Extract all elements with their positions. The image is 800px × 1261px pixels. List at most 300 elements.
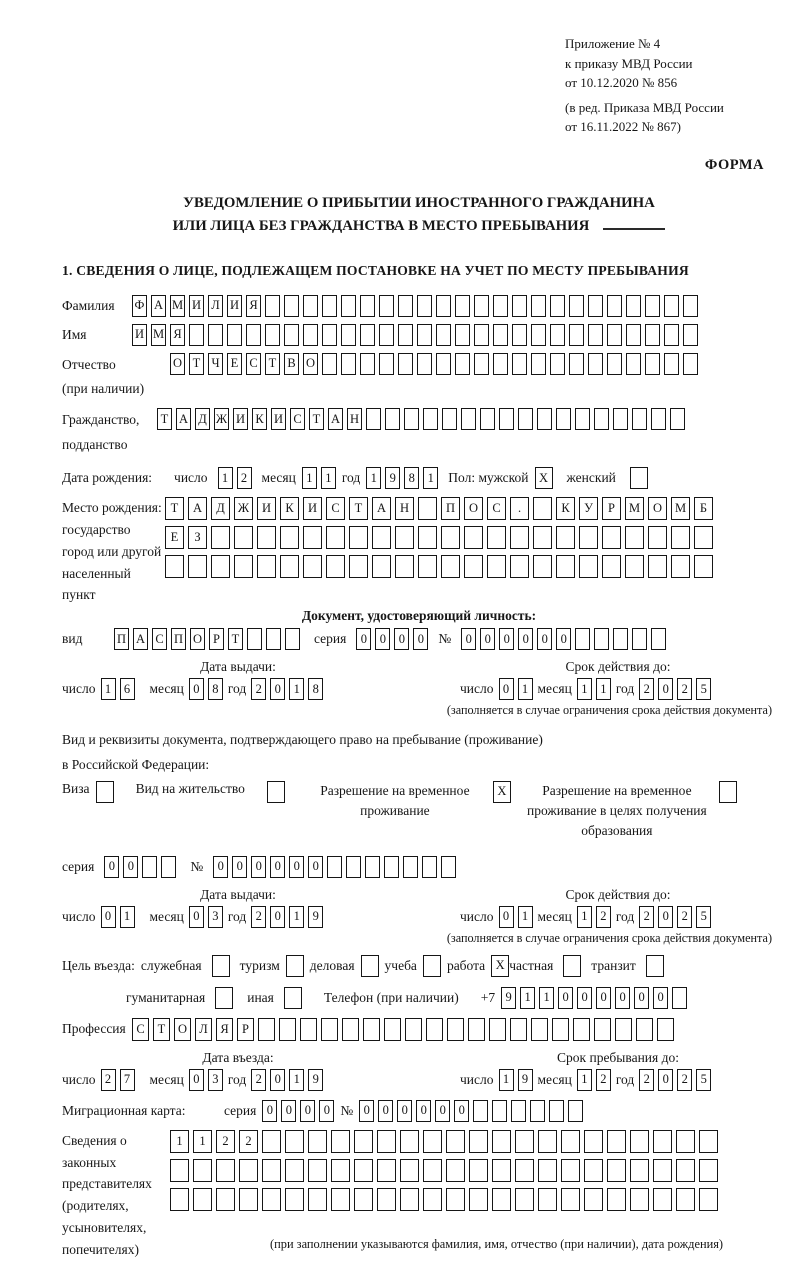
form-cell[interactable] bbox=[423, 408, 438, 430]
form-cell[interactable]: 0 bbox=[319, 1100, 334, 1122]
form-cell[interactable] bbox=[341, 353, 356, 375]
form-cell[interactable] bbox=[372, 526, 391, 549]
form-cell[interactable]: 1 bbox=[302, 467, 317, 489]
form-cell[interactable] bbox=[423, 955, 441, 977]
form-cell[interactable]: 1 bbox=[289, 906, 304, 928]
form-cell[interactable]: 0 bbox=[123, 856, 138, 878]
form-cell[interactable] bbox=[239, 1188, 258, 1211]
form-cell[interactable]: Я bbox=[246, 295, 261, 317]
form-cell[interactable] bbox=[515, 1159, 534, 1182]
form-cell[interactable] bbox=[630, 1188, 649, 1211]
form-cell[interactable] bbox=[569, 324, 584, 346]
form-cell[interactable]: З bbox=[188, 526, 207, 549]
form-cell[interactable]: М bbox=[671, 497, 690, 520]
form-cell[interactable] bbox=[648, 555, 667, 578]
form-cell[interactable]: М bbox=[170, 295, 185, 317]
form-cell[interactable]: 1 bbox=[289, 1069, 304, 1091]
form-cell[interactable]: 1 bbox=[520, 987, 535, 1009]
form-cell[interactable] bbox=[492, 1100, 507, 1122]
form-cell[interactable]: 0 bbox=[658, 678, 673, 700]
form-cell[interactable] bbox=[683, 353, 698, 375]
form-cell[interactable] bbox=[377, 1159, 396, 1182]
form-cell[interactable] bbox=[607, 295, 622, 317]
form-cell[interactable] bbox=[607, 1159, 626, 1182]
form-cell[interactable] bbox=[699, 1188, 718, 1211]
form-cell[interactable] bbox=[234, 526, 253, 549]
form-cell[interactable] bbox=[385, 408, 400, 430]
form-cell[interactable]: 0 bbox=[300, 1100, 315, 1122]
form-cell[interactable] bbox=[573, 1018, 590, 1041]
form-cell[interactable] bbox=[531, 324, 546, 346]
form-cell[interactable]: Л bbox=[195, 1018, 212, 1041]
form-cell[interactable] bbox=[579, 526, 598, 549]
form-cell[interactable] bbox=[303, 324, 318, 346]
form-cell[interactable]: А bbox=[188, 497, 207, 520]
form-cell[interactable] bbox=[308, 1130, 327, 1153]
form-cell[interactable] bbox=[379, 324, 394, 346]
form-cell[interactable] bbox=[212, 955, 230, 977]
form-cell[interactable] bbox=[280, 526, 299, 549]
form-cell[interactable]: П bbox=[171, 628, 186, 650]
form-cell[interactable]: 0 bbox=[577, 987, 592, 1009]
form-cell[interactable] bbox=[321, 1018, 338, 1041]
form-cell[interactable]: 0 bbox=[499, 628, 514, 650]
form-cell[interactable]: X bbox=[535, 467, 553, 489]
form-cell[interactable]: У bbox=[579, 497, 598, 520]
form-cell[interactable]: Т bbox=[189, 353, 204, 375]
form-cell[interactable]: 0 bbox=[537, 628, 552, 650]
form-cell[interactable]: К bbox=[556, 497, 575, 520]
form-cell[interactable]: 8 bbox=[404, 467, 419, 489]
form-cell[interactable] bbox=[455, 353, 470, 375]
form-cell[interactable] bbox=[303, 555, 322, 578]
form-cell[interactable] bbox=[588, 353, 603, 375]
form-cell[interactable]: А bbox=[133, 628, 148, 650]
form-cell[interactable] bbox=[327, 856, 342, 878]
form-cell[interactable] bbox=[447, 1018, 464, 1041]
form-cell[interactable] bbox=[280, 555, 299, 578]
form-cell[interactable] bbox=[607, 1130, 626, 1153]
form-cell[interactable]: С bbox=[326, 497, 345, 520]
form-cell[interactable]: 8 bbox=[308, 678, 323, 700]
form-cell[interactable]: К bbox=[252, 408, 267, 430]
form-cell[interactable] bbox=[473, 1100, 488, 1122]
form-cell[interactable] bbox=[531, 353, 546, 375]
form-cell[interactable] bbox=[563, 955, 581, 977]
form-cell[interactable] bbox=[515, 1188, 534, 1211]
form-cell[interactable] bbox=[96, 781, 114, 803]
form-cell[interactable] bbox=[426, 1018, 443, 1041]
form-cell[interactable] bbox=[515, 1130, 534, 1153]
form-cell[interactable] bbox=[461, 408, 476, 430]
form-cell[interactable]: 2 bbox=[639, 1069, 654, 1091]
form-cell[interactable] bbox=[193, 1188, 212, 1211]
form-cell[interactable] bbox=[568, 1100, 583, 1122]
form-cell[interactable]: 0 bbox=[270, 1069, 285, 1091]
form-cell[interactable] bbox=[165, 555, 184, 578]
form-cell[interactable] bbox=[533, 555, 552, 578]
form-cell[interactable] bbox=[354, 1159, 373, 1182]
form-cell[interactable] bbox=[575, 408, 590, 430]
form-cell[interactable]: 1 bbox=[101, 678, 116, 700]
form-cell[interactable]: 1 bbox=[423, 467, 438, 489]
form-cell[interactable] bbox=[400, 1130, 419, 1153]
form-cell[interactable]: 1 bbox=[539, 987, 554, 1009]
form-cell[interactable] bbox=[441, 526, 460, 549]
form-cell[interactable] bbox=[284, 324, 299, 346]
form-cell[interactable] bbox=[499, 408, 514, 430]
form-cell[interactable] bbox=[208, 324, 223, 346]
form-cell[interactable] bbox=[284, 295, 299, 317]
form-cell[interactable]: 2 bbox=[639, 906, 654, 928]
form-cell[interactable] bbox=[354, 1130, 373, 1153]
form-cell[interactable] bbox=[300, 1018, 317, 1041]
form-cell[interactable] bbox=[215, 987, 233, 1009]
form-cell[interactable]: 0 bbox=[653, 987, 668, 1009]
form-cell[interactable]: Л bbox=[208, 295, 223, 317]
form-cell[interactable] bbox=[569, 353, 584, 375]
form-cell[interactable] bbox=[285, 628, 300, 650]
form-cell[interactable] bbox=[530, 1100, 545, 1122]
form-cell[interactable] bbox=[487, 555, 506, 578]
form-cell[interactable]: Ф bbox=[132, 295, 147, 317]
form-cell[interactable] bbox=[556, 526, 575, 549]
form-cell[interactable]: 0 bbox=[435, 1100, 450, 1122]
form-cell[interactable] bbox=[284, 987, 302, 1009]
form-cell[interactable] bbox=[363, 1018, 380, 1041]
form-cell[interactable] bbox=[626, 353, 641, 375]
form-cell[interactable]: X bbox=[493, 781, 511, 803]
form-cell[interactable] bbox=[395, 555, 414, 578]
form-cell[interactable] bbox=[322, 295, 337, 317]
form-cell[interactable] bbox=[422, 856, 437, 878]
form-cell[interactable] bbox=[552, 1018, 569, 1041]
form-cell[interactable] bbox=[398, 324, 413, 346]
form-cell[interactable] bbox=[266, 628, 281, 650]
form-cell[interactable]: 3 bbox=[208, 1069, 223, 1091]
form-cell[interactable] bbox=[441, 856, 456, 878]
form-cell[interactable]: 1 bbox=[366, 467, 381, 489]
form-cell[interactable]: О bbox=[303, 353, 318, 375]
form-cell[interactable]: 0 bbox=[359, 1100, 374, 1122]
form-cell[interactable] bbox=[625, 526, 644, 549]
form-cell[interactable]: 2 bbox=[216, 1130, 235, 1153]
form-cell[interactable]: Р bbox=[237, 1018, 254, 1041]
form-cell[interactable] bbox=[379, 295, 394, 317]
form-cell[interactable] bbox=[594, 628, 609, 650]
form-cell[interactable] bbox=[510, 1018, 527, 1041]
form-cell[interactable] bbox=[632, 408, 647, 430]
form-cell[interactable] bbox=[418, 526, 437, 549]
form-cell[interactable] bbox=[492, 1159, 511, 1182]
form-cell[interactable] bbox=[683, 324, 698, 346]
form-cell[interactable] bbox=[257, 526, 276, 549]
form-cell[interactable] bbox=[216, 1188, 235, 1211]
form-cell[interactable]: 2 bbox=[596, 1069, 611, 1091]
form-cell[interactable] bbox=[657, 1018, 674, 1041]
form-cell[interactable] bbox=[349, 555, 368, 578]
form-cell[interactable] bbox=[285, 1188, 304, 1211]
form-cell[interactable]: И bbox=[271, 408, 286, 430]
form-cell[interactable]: Я bbox=[216, 1018, 233, 1041]
form-cell[interactable]: 0 bbox=[518, 628, 533, 650]
form-cell[interactable] bbox=[588, 295, 603, 317]
form-cell[interactable]: Т bbox=[309, 408, 324, 430]
form-cell[interactable] bbox=[676, 1159, 695, 1182]
form-cell[interactable] bbox=[403, 856, 418, 878]
form-cell[interactable] bbox=[384, 856, 399, 878]
form-cell[interactable]: П bbox=[114, 628, 129, 650]
form-cell[interactable]: 0 bbox=[416, 1100, 431, 1122]
form-cell[interactable] bbox=[469, 1188, 488, 1211]
form-cell[interactable] bbox=[257, 555, 276, 578]
form-cell[interactable]: И bbox=[303, 497, 322, 520]
form-cell[interactable] bbox=[594, 1018, 611, 1041]
form-cell[interactable] bbox=[489, 1018, 506, 1041]
form-cell[interactable] bbox=[446, 1159, 465, 1182]
form-cell[interactable]: И bbox=[227, 295, 242, 317]
form-cell[interactable]: 3 bbox=[208, 906, 223, 928]
form-cell[interactable] bbox=[510, 526, 529, 549]
form-cell[interactable] bbox=[247, 628, 262, 650]
form-cell[interactable]: М bbox=[151, 324, 166, 346]
form-cell[interactable] bbox=[664, 324, 679, 346]
form-cell[interactable]: 5 bbox=[696, 1069, 711, 1091]
form-cell[interactable]: 2 bbox=[639, 678, 654, 700]
form-cell[interactable] bbox=[648, 526, 667, 549]
form-cell[interactable] bbox=[446, 1188, 465, 1211]
form-cell[interactable] bbox=[417, 353, 432, 375]
form-cell[interactable] bbox=[584, 1188, 603, 1211]
form-cell[interactable]: Я bbox=[170, 324, 185, 346]
form-cell[interactable]: 0 bbox=[270, 856, 285, 878]
form-cell[interactable]: 1 bbox=[577, 1069, 592, 1091]
form-cell[interactable] bbox=[510, 555, 529, 578]
form-cell[interactable]: 2 bbox=[596, 906, 611, 928]
form-cell[interactable]: 0 bbox=[615, 987, 630, 1009]
form-cell[interactable] bbox=[331, 1130, 350, 1153]
form-cell[interactable]: Б bbox=[694, 497, 713, 520]
form-cell[interactable]: А bbox=[328, 408, 343, 430]
form-cell[interactable]: Р bbox=[602, 497, 621, 520]
form-cell[interactable]: 0 bbox=[378, 1100, 393, 1122]
form-cell[interactable] bbox=[626, 295, 641, 317]
form-cell[interactable] bbox=[372, 555, 391, 578]
form-cell[interactable] bbox=[569, 295, 584, 317]
form-cell[interactable] bbox=[262, 1130, 281, 1153]
form-cell[interactable] bbox=[630, 1159, 649, 1182]
form-cell[interactable] bbox=[653, 1159, 672, 1182]
form-cell[interactable]: 2 bbox=[237, 467, 252, 489]
form-cell[interactable] bbox=[561, 1188, 580, 1211]
form-cell[interactable] bbox=[346, 856, 361, 878]
form-cell[interactable] bbox=[636, 1018, 653, 1041]
form-cell[interactable] bbox=[664, 353, 679, 375]
form-cell[interactable]: . bbox=[510, 497, 529, 520]
form-cell[interactable] bbox=[423, 1188, 442, 1211]
form-cell[interactable] bbox=[286, 955, 304, 977]
form-cell[interactable]: Т bbox=[153, 1018, 170, 1041]
form-cell[interactable] bbox=[455, 295, 470, 317]
form-cell[interactable] bbox=[341, 295, 356, 317]
form-cell[interactable]: 0 bbox=[189, 1069, 204, 1091]
form-cell[interactable] bbox=[719, 781, 737, 803]
form-cell[interactable] bbox=[395, 526, 414, 549]
form-cell[interactable] bbox=[699, 1159, 718, 1182]
form-cell[interactable] bbox=[193, 1159, 212, 1182]
form-cell[interactable] bbox=[267, 781, 285, 803]
form-cell[interactable] bbox=[436, 324, 451, 346]
form-cell[interactable] bbox=[279, 1018, 296, 1041]
form-cell[interactable]: 0 bbox=[394, 628, 409, 650]
form-cell[interactable]: 0 bbox=[281, 1100, 296, 1122]
form-cell[interactable] bbox=[550, 324, 565, 346]
form-cell[interactable] bbox=[538, 1130, 557, 1153]
form-cell[interactable] bbox=[561, 1159, 580, 1182]
form-cell[interactable] bbox=[469, 1159, 488, 1182]
form-cell[interactable]: 2 bbox=[101, 1069, 116, 1091]
form-cell[interactable]: 1 bbox=[289, 678, 304, 700]
form-cell[interactable]: 9 bbox=[501, 987, 516, 1009]
form-cell[interactable] bbox=[549, 1100, 564, 1122]
form-cell[interactable] bbox=[189, 324, 204, 346]
form-cell[interactable]: 0 bbox=[251, 856, 266, 878]
form-cell[interactable]: И bbox=[132, 324, 147, 346]
form-cell[interactable]: 0 bbox=[397, 1100, 412, 1122]
form-cell[interactable]: 0 bbox=[558, 987, 573, 1009]
form-cell[interactable]: С bbox=[290, 408, 305, 430]
form-cell[interactable]: И bbox=[189, 295, 204, 317]
form-cell[interactable]: Р bbox=[209, 628, 224, 650]
form-cell[interactable] bbox=[285, 1159, 304, 1182]
form-cell[interactable] bbox=[265, 295, 280, 317]
form-cell[interactable]: 0 bbox=[461, 628, 476, 650]
form-cell[interactable]: С bbox=[132, 1018, 149, 1041]
form-cell[interactable]: С bbox=[246, 353, 261, 375]
form-cell[interactable] bbox=[584, 1130, 603, 1153]
form-cell[interactable] bbox=[322, 324, 337, 346]
form-cell[interactable]: 1 bbox=[218, 467, 233, 489]
form-cell[interactable] bbox=[671, 526, 690, 549]
form-cell[interactable] bbox=[442, 408, 457, 430]
form-cell[interactable]: Т bbox=[349, 497, 368, 520]
form-cell[interactable]: Е bbox=[165, 526, 184, 549]
form-cell[interactable] bbox=[405, 1018, 422, 1041]
form-cell[interactable] bbox=[613, 628, 628, 650]
form-cell[interactable] bbox=[664, 295, 679, 317]
form-cell[interactable]: 0 bbox=[499, 906, 514, 928]
form-cell[interactable] bbox=[227, 324, 242, 346]
form-cell[interactable] bbox=[170, 1159, 189, 1182]
form-cell[interactable] bbox=[487, 526, 506, 549]
form-cell[interactable]: 9 bbox=[308, 1069, 323, 1091]
form-cell[interactable]: А bbox=[372, 497, 391, 520]
form-cell[interactable]: 7 bbox=[120, 1069, 135, 1091]
form-cell[interactable] bbox=[360, 353, 375, 375]
form-cell[interactable]: 5 bbox=[696, 906, 711, 928]
form-cell[interactable]: К bbox=[280, 497, 299, 520]
form-cell[interactable]: 0 bbox=[413, 628, 428, 650]
form-cell[interactable] bbox=[630, 467, 648, 489]
form-cell[interactable] bbox=[379, 353, 394, 375]
form-cell[interactable]: О bbox=[648, 497, 667, 520]
form-cell[interactable] bbox=[625, 555, 644, 578]
form-cell[interactable]: А bbox=[176, 408, 191, 430]
form-cell[interactable]: В bbox=[284, 353, 299, 375]
form-cell[interactable] bbox=[384, 1018, 401, 1041]
form-cell[interactable]: 0 bbox=[262, 1100, 277, 1122]
form-cell[interactable] bbox=[211, 555, 230, 578]
form-cell[interactable] bbox=[607, 353, 622, 375]
form-cell[interactable] bbox=[400, 1159, 419, 1182]
form-cell[interactable] bbox=[366, 408, 381, 430]
form-cell[interactable] bbox=[398, 295, 413, 317]
form-cell[interactable]: 0 bbox=[356, 628, 371, 650]
form-cell[interactable]: 0 bbox=[634, 987, 649, 1009]
form-cell[interactable]: 0 bbox=[658, 1069, 673, 1091]
form-cell[interactable] bbox=[651, 408, 666, 430]
form-cell[interactable] bbox=[322, 353, 337, 375]
form-cell[interactable] bbox=[308, 1159, 327, 1182]
form-cell[interactable]: О bbox=[464, 497, 483, 520]
form-cell[interactable] bbox=[474, 353, 489, 375]
form-cell[interactable] bbox=[418, 497, 437, 520]
form-cell[interactable]: Ж bbox=[234, 497, 253, 520]
form-cell[interactable] bbox=[646, 955, 664, 977]
form-cell[interactable] bbox=[579, 555, 598, 578]
form-cell[interactable]: А bbox=[151, 295, 166, 317]
form-cell[interactable] bbox=[632, 628, 647, 650]
form-cell[interactable] bbox=[699, 1130, 718, 1153]
form-cell[interactable]: 0 bbox=[480, 628, 495, 650]
form-cell[interactable] bbox=[607, 1188, 626, 1211]
form-cell[interactable]: 6 bbox=[120, 678, 135, 700]
form-cell[interactable] bbox=[400, 1188, 419, 1211]
form-cell[interactable]: 2 bbox=[677, 1069, 692, 1091]
form-cell[interactable]: 0 bbox=[375, 628, 390, 650]
form-cell[interactable]: 0 bbox=[454, 1100, 469, 1122]
form-cell[interactable]: 1 bbox=[577, 678, 592, 700]
form-cell[interactable]: 0 bbox=[104, 856, 119, 878]
form-cell[interactable] bbox=[474, 295, 489, 317]
form-cell[interactable] bbox=[694, 555, 713, 578]
form-cell[interactable]: 0 bbox=[308, 856, 323, 878]
form-cell[interactable] bbox=[533, 497, 552, 520]
form-cell[interactable] bbox=[493, 353, 508, 375]
form-cell[interactable]: 1 bbox=[170, 1130, 189, 1153]
form-cell[interactable]: Т bbox=[157, 408, 172, 430]
form-cell[interactable] bbox=[303, 295, 318, 317]
form-cell[interactable]: 0 bbox=[101, 906, 116, 928]
form-cell[interactable] bbox=[615, 1018, 632, 1041]
form-cell[interactable]: 0 bbox=[596, 987, 611, 1009]
form-cell[interactable] bbox=[265, 324, 280, 346]
form-cell[interactable]: С bbox=[152, 628, 167, 650]
form-cell[interactable]: 9 bbox=[385, 467, 400, 489]
form-cell[interactable]: 1 bbox=[518, 678, 533, 700]
form-cell[interactable] bbox=[492, 1188, 511, 1211]
form-cell[interactable] bbox=[531, 295, 546, 317]
form-cell[interactable] bbox=[676, 1130, 695, 1153]
form-cell[interactable] bbox=[538, 1188, 557, 1211]
form-cell[interactable] bbox=[303, 526, 322, 549]
form-cell[interactable] bbox=[492, 1130, 511, 1153]
form-cell[interactable] bbox=[645, 295, 660, 317]
form-cell[interactable] bbox=[417, 324, 432, 346]
form-cell[interactable] bbox=[531, 1018, 548, 1041]
form-cell[interactable] bbox=[575, 628, 590, 650]
form-cell[interactable] bbox=[512, 324, 527, 346]
